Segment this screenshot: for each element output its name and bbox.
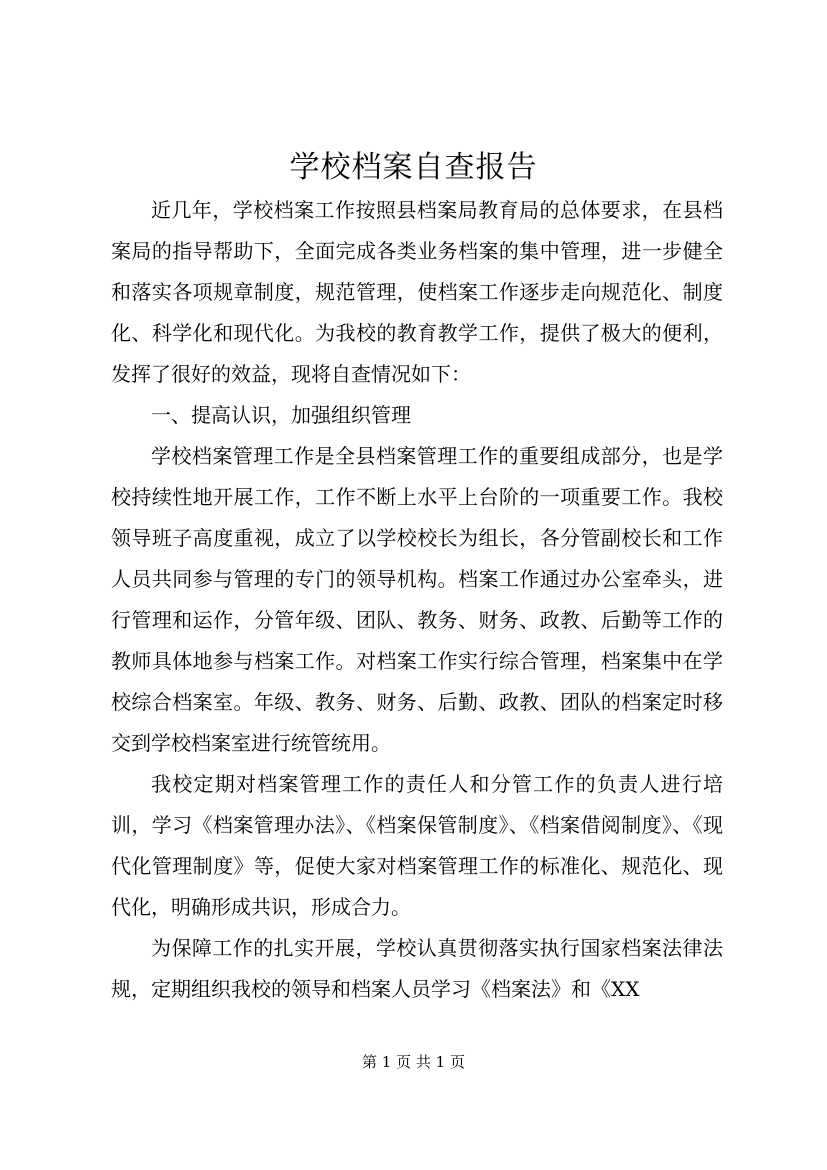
document-title: 学校档案自查报告 (289, 150, 538, 185)
paragraph-intro: 近几年，学校档案工作按照县档案局教育局的总体要求，在县档案局的指导帮助下，全面完成各类业务档案的集中管理，进一步健全和落实各项规章制度，规范管理，使档案工作逐步走向规范化、制度化、科学化和现代化。为我校的教育教学工作，提供了极大的便利，发挥了很好的效益，现将自查情况如下： (111, 198, 723, 386)
paragraph-training: 我校定期对档案管理工作的责任人和分管工作的负责人进行培训，学习《档案管理办法》、《档案保管制度》、《档案借阅制度》、《现代化管理制度》等，促使大家对档案管理工作的标准化、规范化、现代化，明确形成共识，形成合力。 (111, 772, 723, 919)
paragraph-law: 为保障工作的扎实开展，学校认真贯彻落实执行国家档案法律法规，定期组织我校的领导和档案人员学习《档案法》和《XX (111, 936, 723, 1001)
paragraph-organization: 学校档案管理工作是全县档案管理工作的重要组成部分，也是学校持续性地开展工作，工作不断上水平上台阶的一项重要工作。我校领导班子高度重视，成立了以学校校长为组长，各分管副校长和工作人员共同参与管理的专门的领导机构。档案工作通过办公室牵头，进行管理和运作，分管年级、团队、教务、财务、政教、后勤等工作的教师具体地参与档案工作。对档案工作实行综合管理，档案集中在学校综合档案室。年级、教务、财务、后勤、政教、团队的档案定时移交到学校档案室进行统管统用。 (111, 444, 723, 755)
page-footer: 第 1 页 共 1 页 (362, 1053, 465, 1071)
document-body (111, 190, 723, 1010)
section-heading-1: 一、提高认识，加强组织管理 (151, 403, 411, 427)
